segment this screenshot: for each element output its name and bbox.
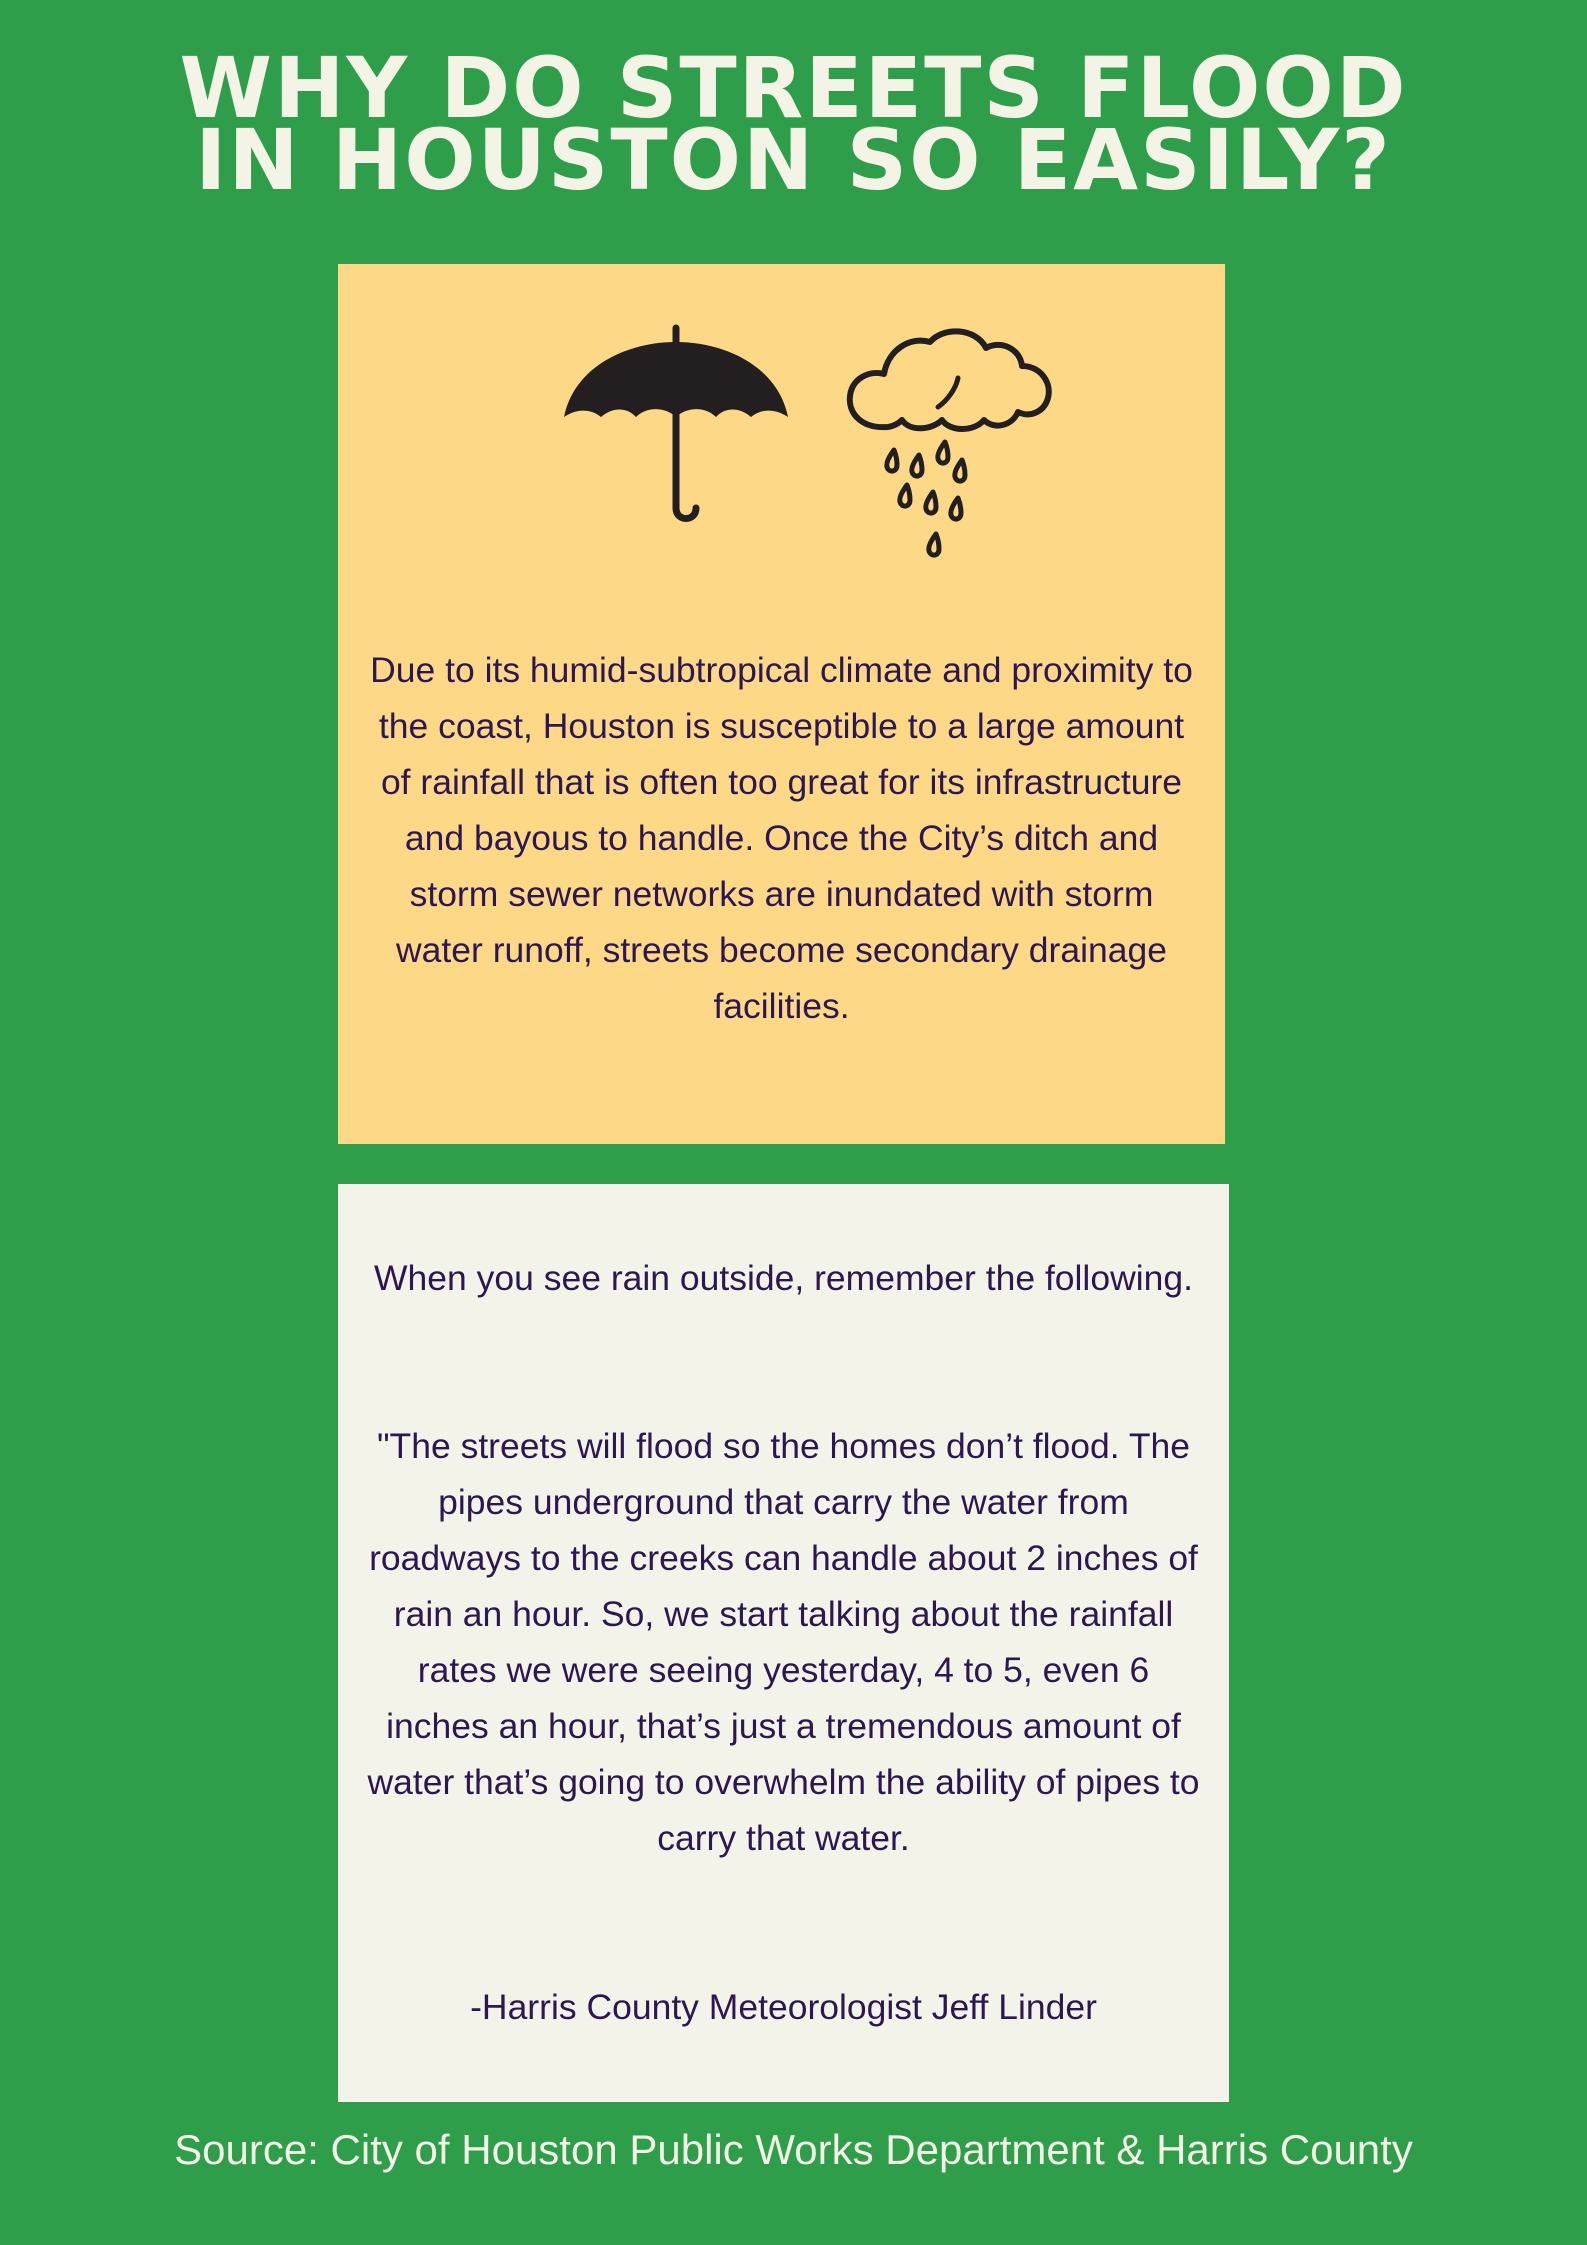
umbrella-icon (556, 322, 796, 542)
quote-text: "The streets will flood so the homes don’t flood. The pipes underground that carry the water from roadways to the creeks can handle about 2 inches of rain an hour. So, we start talking about the rainfall rates we were seeing yesterday, 4 to 5, even 6 inches an hour, that’s just a tremendous amount of water that’s going to overwhelm the ability of pipes to carry that water. (367, 1426, 1200, 1858)
quote-intro: When you see rain outside, remember the following. (374, 1258, 1193, 1298)
page-title (0, 39, 1587, 209)
source-credit: Source: City of Houston Public Works Department & Harris County (174, 2126, 1413, 2173)
quote-attribution: -Harris County Meteorologist Jeff Linder (470, 1987, 1097, 2027)
explanation-card (338, 264, 1225, 1144)
quote-card (338, 1184, 1229, 2102)
rain-cloud-icon (838, 322, 1058, 562)
icon-row (338, 322, 1225, 562)
explanation-text: Due to its humid-subtropical climate and proximity to the coast, Houston is susceptible to a large amount of rainfall that is often too great for its infrastructure and bayous to handle. Once the City’s ditch and storm sewer networks are inundated with storm water runoff, streets become secondary drainage facilities. (370, 650, 1193, 1026)
title-line-1: WHY DO STREETS FLOOD (179, 39, 1408, 137)
title-line-2: IN HOUSTON SO EASILY? (195, 111, 1392, 209)
